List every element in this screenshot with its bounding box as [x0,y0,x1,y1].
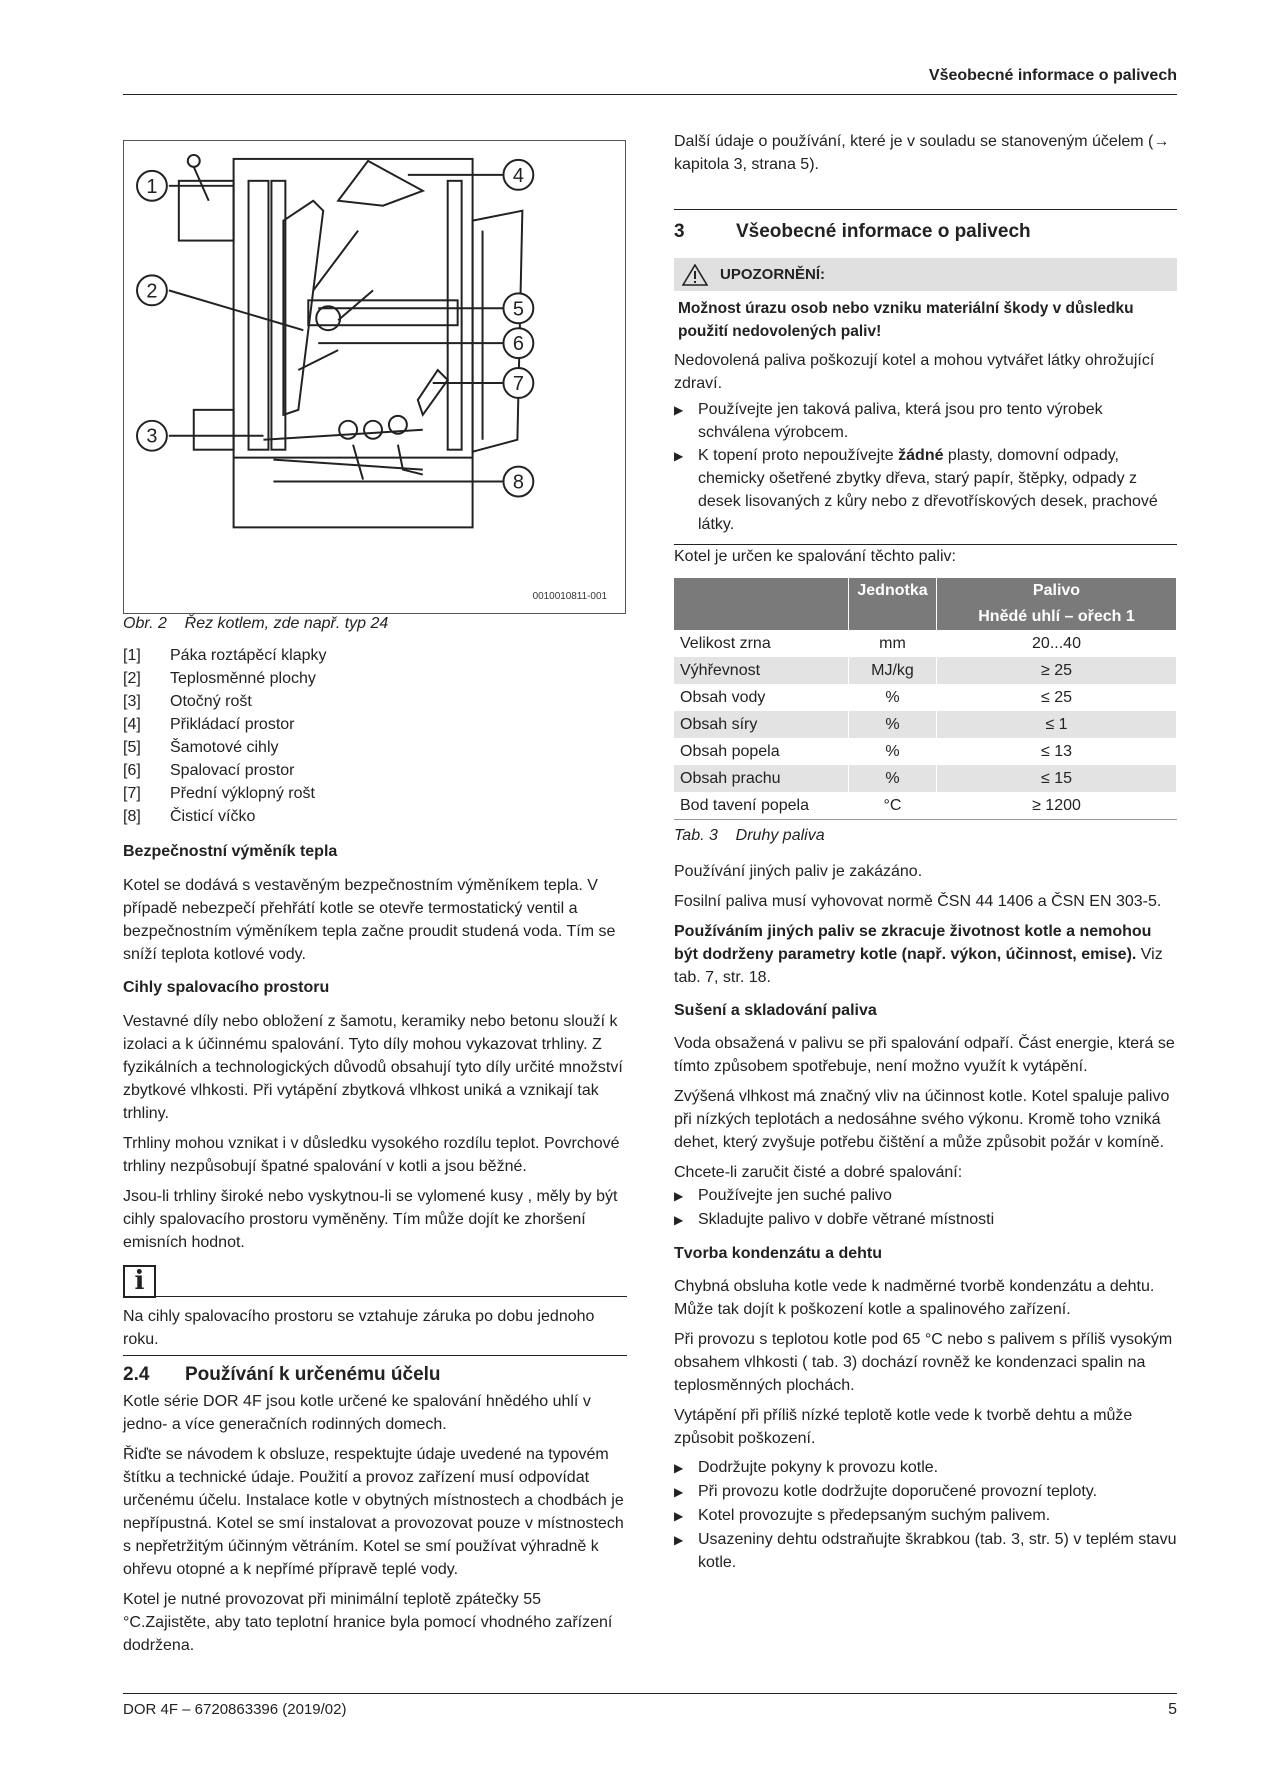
th-fuel: Palivo [937,578,1177,604]
table-row: Obsah vody % ≤ 25 [674,684,1177,711]
condensate-paragraph-1: Chybná obsluha kotle vede k nadměrné tvorbě kondenzátu a dehtu. Může tak dojít k poškození kotle a spalinového zařízení. [674,1278,1155,1318]
fuel-table [674,578,1177,820]
safety-heading: Bezpečnostní výměník tepla [123,843,338,860]
legend-item: [1] Páka roztápěcí klapky [123,647,327,664]
warning-bullet: ▶ Používejte jen taková paliva, která jsou pro tento výrobek schválena výrobcem. [674,401,1103,441]
callout-4: 4 [512,164,524,187]
forbidden-text: Používání jiných paliv je zakázáno. [674,863,923,880]
table-caption: Tab. 3 Druhy paliva [674,827,825,844]
callout-7: 7 [512,372,524,395]
legend-item: [7] Přední výklopný rošt [123,785,315,802]
callout-2: 2 [146,280,158,303]
right-body [674,860,1177,1574]
th-empty [674,578,849,604]
condensate-bullet: ▶ Při provozu kotle dodržujte doporučené provozní teploty. [674,1483,1098,1500]
drying-paragraph-1: Voda obsažená v palivu se při spalování odpaří. Část energie, která se tímto způsobem spotřebuje, není možno využít k vytápění. [674,1035,1175,1075]
footer-rule [123,1693,1177,1694]
figure-code: 0010010811-001 [532,591,608,603]
condensate-paragraph-3: Vytápění při příliš nízké teplotě kotle vede k tvorbě dehtu a může způsobit poškození. [674,1407,1133,1447]
table-row: Obsah síry % ≤ 1 [674,711,1177,738]
warning-block [674,258,1177,545]
bricks-heading: Cihly spalovacího prostoru [123,979,330,996]
section-2-4 [123,1364,627,1657]
legend-item: [2] Teplosměnné plochy [123,670,316,687]
header-rule [123,94,1177,95]
callout-8: 8 [512,471,524,494]
fuel-table-wrap [674,578,1177,847]
legend-item: [3] Otočný rošt [123,693,252,710]
other-fuels-text: Používáním jiných paliv se zkracuje životnost kotle a nemohou být dodrženy parametry kotle (např. výkon, účinnost, emise). Viz tab. 7, str. 18. [674,923,1163,986]
drying-bullet: ▶ Používejte jen suché palivo [674,1187,892,1204]
condensate-bullet: ▶ Dodržujte pokyny k provozu kotle. [674,1459,939,1476]
bricks-paragraph-1: Vestavné díly nebo obložení z šamotu, keramiky nebo betonu slouží k izolaci a k účinnému spalování. Tyto díly mohou vykazovat trhliny. Z fyzikálních a technologických důvodů obsahují tyto díly určité množství zbytkové vlhkosti. Při vytápění zbytková vlhkost uniká a vznikají tak trhliny. [123,1013,623,1122]
condensate-paragraph-2: Při provozu s teplotou kotle pod 65 °C nebo s palivem s příliš vysokým obsahem vlhkosti ( tab. 3) dochází rovněž ke kondenzaci spalin na teplosměnných plochách. [674,1331,1173,1394]
left-text-block [123,840,627,1254]
legend-item: [4] Přikládací prostor [123,716,295,733]
use-paragraph-1: Kotle série DOR 4F jsou kotle určené ke spalování hnědého uhlí v jedno- a více generačních rodinných domech. [123,1393,591,1433]
section-3 [674,209,1177,243]
info-icon: i [123,1265,156,1298]
boiler-diagram [124,141,625,613]
norm-text: Fosilní paliva musí vyhovovat normě ČSN 44 1406 a ČSN EN 303-5. [674,893,1162,910]
callout-5: 5 [512,298,524,321]
info-notice [123,1265,627,1356]
th-fuel-type: Hnědé uhlí – ořech 1 [937,604,1177,630]
figure-caption-text: Řez kotlem, zde např. typ 24 [184,615,389,632]
drying-paragraph-2: Zvýšená vlhkost má značný vliv na účinnost kotle. Kotel spaluje palivo při nízkých teplotách a nedosáhne svého výkonu. Kromě toho vzniká dehet, který zvyšuje potřebu čištění a může způsobit požár v komíně. [674,1088,1170,1151]
figure-caption-num: Obr. 2 [123,615,167,632]
table-row: Obsah popela % ≤ 13 [674,738,1177,765]
callout-1: 1 [146,175,158,198]
warning-text: Nedovolená paliva poškozují kotel a mohou vytvářet látky ohrožující zdraví. [674,352,1155,392]
safety-paragraph: Kotel se dodává s vestavěným bezpečnostním výměníkem tepla. V případě nebezpečí přehřátí kotle se otevře termostatický ventil a bezpečnostním výměníkem tepla začne proudit studená voda. Tím se sníží teplota kotlové vody. [123,877,616,963]
warning-bar [674,258,1177,291]
fuels-intro [674,545,1177,568]
warning-bullet: ▶ K topení proto nepoužívejte žádné plasty, domovní odpady, chemicky ošetřené zbytky dřeva, starý papír, štěpky, odpady z desek lisovaných z kůry nebo z dřevotřískových desek, prachové látky. [674,447,1158,533]
th-unit: Jednotka [849,578,937,604]
condensate-bullet: ▶ Usazeniny dehtu odstraňujte škrabkou (tab. 3, str. 5) v teplém stavu kotle. [674,1531,1177,1571]
warning-bold: Možnost úrazu osob nebo vzniku materiální škody v důsledku použití nedovolených paliv! [678,300,1134,340]
page-number: 5 [1168,1701,1177,1718]
use-paragraph-2: Řiďte se návodem k obsluze, respektujte údaje uvedené na typovém štítku a technické údaje. Použití a provoz zařízení musí odpovídat určenému účelu. Instalace kotle v obytných místnostech a chodbách je nepřípustná. Kotel se smí instalovat a provozovat pouze v místnostech s nepřetržitým účinným větráním. Kotel se smí používat výhradně k ohřevu otopné a k nepřímé přípravě teplé vody. [123,1446,624,1578]
legend-item: [8] Čisticí víčko [123,808,256,825]
callout-6: 6 [512,333,524,356]
fuels-intro-text: Kotel je určen ke spalování těchto paliv: [674,548,956,565]
table-row: Bod tavení popela °C ≥ 1200 [674,792,1177,820]
drying-heading: Sušení a skladování paliva [674,1002,877,1019]
info-text: Na cihly spalovacího prostoru se vztahuje záruka po dobu jednoho roku. [123,1305,627,1356]
warning-triangle-icon [682,264,708,286]
legend-item: [5] Šamotové cihly [123,739,279,756]
bricks-paragraph-3: Jsou-li trhliny široké nebo vyskytnou-li se vylomené kusy , měly by být cihly spalovacího prostoru vyměněny. Tím může dojít ke zhoršení emisních hodnot. [123,1188,618,1251]
figure-legend [123,644,627,828]
right-intro [674,130,1177,176]
bricks-paragraph-2: Trhliny mohou vznikat i v důsledku vysokého rozdílu teplot. Povrchové trhliny nezpůsobují špatné spalování v kotli a jsou běžné. [123,1135,620,1175]
footer-doc-id: DOR 4F – 6720863396 (2019/02) [123,1701,347,1718]
running-header: Všeobecné informace o palivech [928,67,1177,84]
section-heading: 2.4 Používání k určenému účelu [123,1364,441,1385]
drying-paragraph-3: Chcete-li zaručit čisté a dobré spalování: [674,1164,963,1181]
drying-bullet: ▶ Skladujte palivo v dobře větrané místnosti [674,1211,995,1228]
use-paragraph-3: Kotel je nutné provozovat při minimální teplotě zpátečky 55 °C.Zajistěte, aby tato teplotní hranice byla pomocí vhodného zařízení dodržena. [123,1591,613,1654]
table-row: Výhřevnost MJ/kg ≥ 25 [674,657,1177,684]
boiler-cross-section-figure [123,140,626,614]
figure-caption [123,612,627,635]
warning-label: UPOZORNĚNÍ: [720,266,825,283]
table-row: Velikost zrna mm 20...40 [674,630,1177,657]
table-row: Obsah prachu % ≤ 15 [674,765,1177,792]
condensate-heading: Tvorba kondenzátu a dehtu [674,1245,883,1262]
condensate-bullet: ▶ Kotel provozujte s předepsaným suchým palivem. [674,1507,1051,1524]
legend-item: [6] Spalovací prostor [123,762,295,779]
section-heading: 3 Všeobecné informace o palivech [674,221,1031,242]
intro-paragraph: Další údaje o používání, které je v souladu se stanoveným účelem (→ kapitola 3, strana 5). [674,133,1170,173]
callout-3: 3 [146,425,158,448]
